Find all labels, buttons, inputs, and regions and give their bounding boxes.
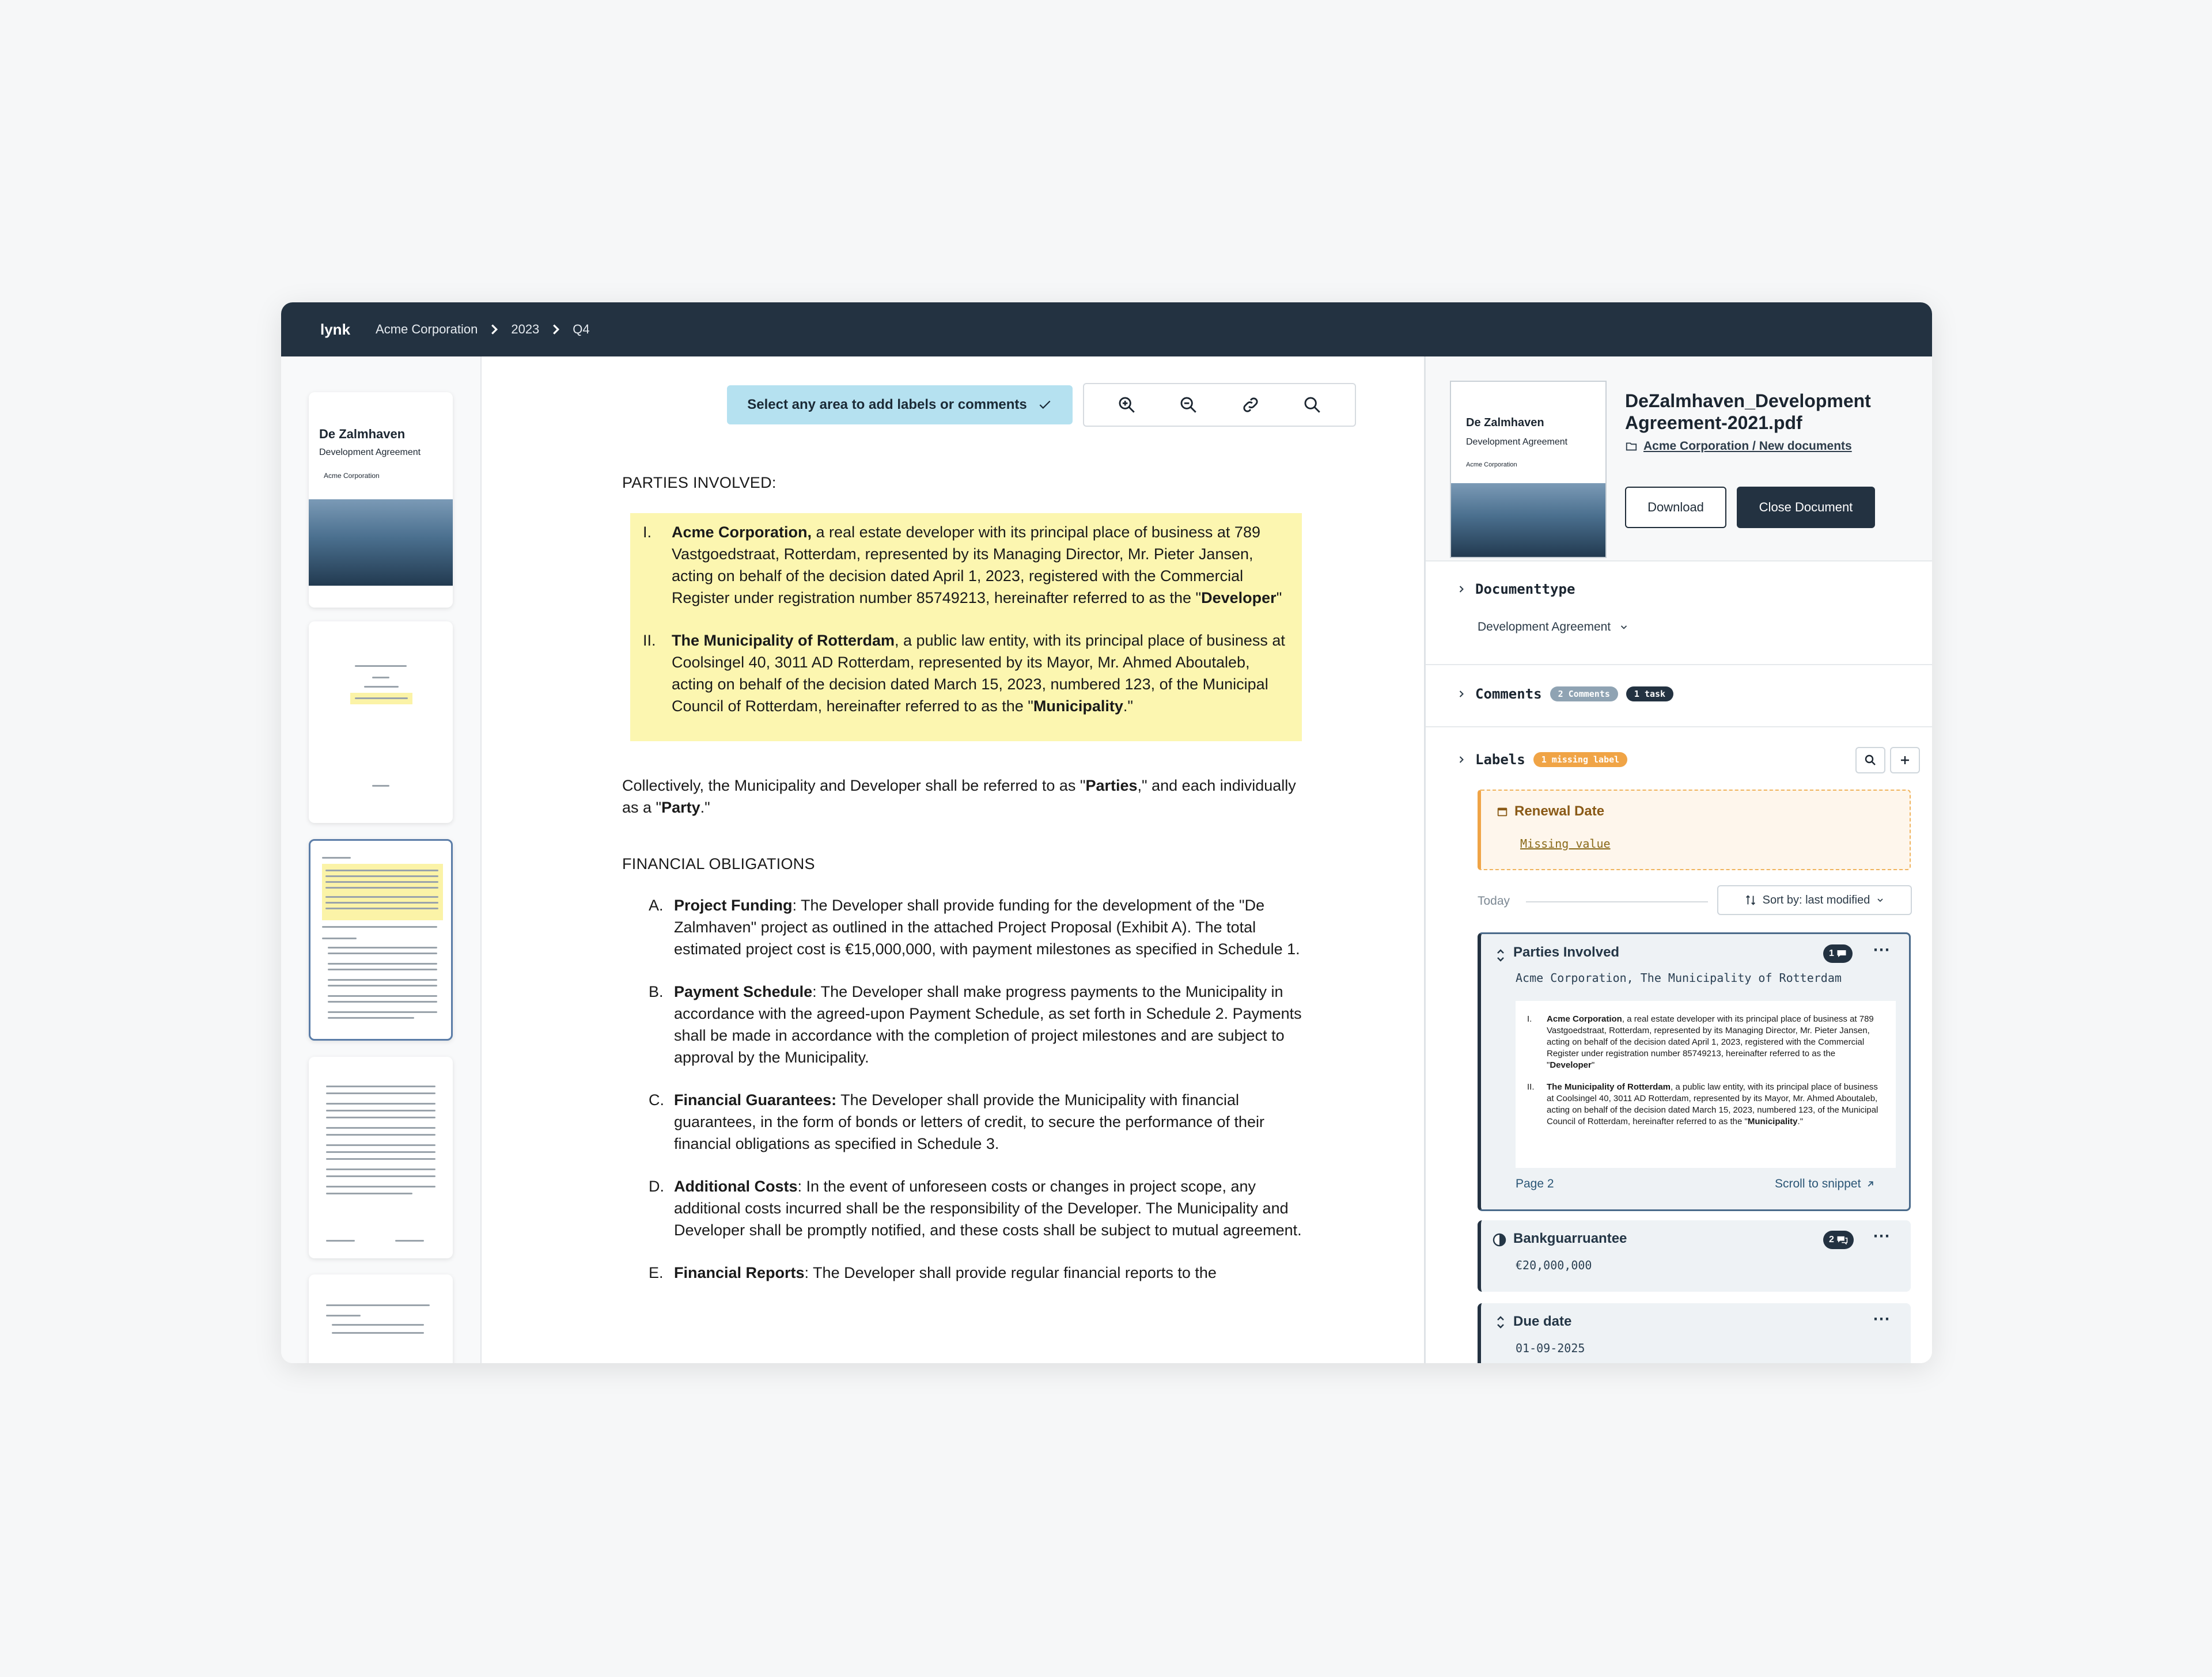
highlighted-snippet[interactable]: [630, 513, 1302, 741]
comment-count-badge: 1: [1823, 944, 1853, 963]
download-button[interactable]: Download: [1625, 487, 1726, 528]
documenttype-section-toggle[interactable]: Documenttype: [1456, 581, 1575, 597]
check-icon: [1037, 397, 1052, 412]
missing-label-badge: 1 missing label: [1533, 752, 1627, 767]
file-location-link[interactable]: Acme Corporation / New documents: [1625, 439, 1852, 453]
plus-icon: [1898, 753, 1912, 767]
label-card-parties[interactable]: [1478, 932, 1911, 1211]
chevron-down-icon: [1619, 622, 1629, 632]
thumb-cover-subtitle: Development Agreement: [319, 447, 421, 457]
expand-collapse-icon[interactable]: [1495, 948, 1506, 963]
more-options-icon[interactable]: ⋯: [1873, 1310, 1891, 1329]
app-window: [281, 302, 1932, 1363]
labels-section-toggle[interactable]: Labels 1 missing label: [1456, 752, 1627, 768]
sort-icon: [1744, 894, 1757, 906]
thumbnail-page-3[interactable]: [309, 839, 453, 1041]
document-page: [622, 472, 1302, 1304]
chevron-right-icon: [1456, 688, 1467, 700]
snippet-preview: I. Acme Corporation, a real estate developer with its principal place of business at 789 Vastgoedstraat, Rotterdam, represented by its Managing Director, Mr. Pieter Jansen, acting on behalf of the decision dated April 1, 2023, registered with the Commercial Register under registration number 85749213, hereinafter referred to as the "Developer" II. The Municipality of Rotterdam, a public law entity, with its principal place of business at Coolsingel 40, 3011 AD Rotterdam, represented by its Mayor, Mr. Ahmed Aboutaleb, acting on behalf of the decision dated March 15, 2023, numbered 123, of the Municipal Council of Rotterdam, hereinafter referred to as the "Municipality.": [1516, 1001, 1896, 1168]
zoom-out-icon: [1179, 395, 1198, 415]
label-card-bankguarantee[interactable]: [1478, 1220, 1911, 1292]
zoom-in-icon: [1117, 395, 1137, 415]
viewer-toolbar: [1083, 383, 1356, 427]
breadcrumb-company[interactable]: Acme Corporation: [376, 322, 478, 336]
zoom-in-button[interactable]: [1114, 392, 1139, 418]
preview-image: [1451, 483, 1605, 557]
financial-heading: FINANCIAL OBLIGATIONS: [622, 855, 815, 872]
party-item: I. Acme Corporation, a real estate developer with its principal place of business at 789 Vastgoedstraat, Rotterdam, represented by its Managing Director, Mr. Pieter Jansen, acting on behalf of the decision dated April 1, 2023, registered with the Commercial Register under registration number 85749213, hereinafter referred to as the "Developer": [643, 523, 1282, 606]
card-title: Parties Involved: [1513, 944, 1620, 960]
party-item: II. The Municipality of Rotterdam, a public law entity, with its principal place of business at Coolsingel 40, 3011 AD Rotterdam, represented by its Mayor, Mr. Ahmed Aboutaleb, acting on behalf of the decision dated March 15, 2023, numbered 123, of the Municipal Council of Rotterdam, hereinafter referred to as the "Municipality.": [643, 632, 1285, 715]
thumb-cover-image: [309, 499, 453, 586]
calendar-icon: [1496, 805, 1509, 818]
parties-heading: PARTIES INVOLVED:: [622, 474, 777, 491]
chevron-right-icon: [1456, 583, 1467, 595]
more-options-icon[interactable]: ⋯: [1873, 940, 1891, 959]
financial-item: E. Financial Reports: The Developer shall provide regular financial reports to the: [649, 1264, 1217, 1281]
documenttype-select[interactable]: Development Agreement: [1478, 620, 1629, 634]
close-document-button[interactable]: Close Document: [1737, 487, 1875, 528]
arrow-up-right-icon: [1865, 1179, 1876, 1189]
details-panel: [1424, 356, 1932, 1363]
renewal-date-title: Renewal Date: [1514, 803, 1605, 819]
search-icon: [1302, 395, 1322, 415]
annotation-hint-banner[interactable]: [727, 385, 1073, 424]
card-value: Acme Corporation, The Municipality of Rotterdam: [1516, 971, 1842, 985]
document-header: [1426, 356, 1932, 561]
document-viewer: [482, 356, 1424, 1363]
today-label: Today: [1478, 894, 1510, 908]
comments-count-badge: 2 Comments: [1550, 686, 1618, 701]
brand-logo[interactable]: lynk: [320, 320, 351, 338]
comments-icon: [1836, 1235, 1848, 1245]
label-card-due-date[interactable]: [1478, 1303, 1911, 1363]
breadcrumb-year[interactable]: 2023: [511, 322, 540, 336]
label-search-button[interactable]: [1855, 747, 1885, 773]
chevron-down-icon: [1876, 896, 1885, 905]
expand-collapse-icon[interactable]: [1495, 1315, 1506, 1330]
chevron-right-icon: [486, 321, 503, 338]
link-icon: [1241, 395, 1260, 415]
financial-item: B. Payment Schedule: The Developer shall make progress payments to the Municipality in accordance with the agreed-upon Payment Schedule, as set forth in Schedule 2. Payments shall be made in accordance with the completion of project milestones and are subject to approval by the Municipality.: [649, 983, 1302, 1066]
thumb-cover-company: Acme Corporation: [324, 472, 380, 480]
financial-item: A. Project Funding: The Developer shall provide funding for the development of the "De Zalmhaven" project as outlined in the attached Project Proposal (Exhibit A). The total estimated project cost is €15,000,000, with payment milestones as specified in Schedule 1.: [649, 897, 1300, 958]
thumb-cover-title: De Zalmhaven: [319, 427, 406, 441]
page-thumbnails: [281, 356, 482, 1363]
thumbnail-page-2[interactable]: [309, 621, 453, 823]
more-options-icon[interactable]: ⋯: [1873, 1227, 1891, 1246]
search-icon: [1863, 753, 1877, 767]
card-value: €20,000,000: [1516, 1258, 1592, 1272]
document-preview: De Zalmhaven Development Agreement Acme Corporation: [1450, 381, 1607, 558]
file-name: DeZalmhaven_Development Agreement-2021.pdf: [1625, 390, 1871, 433]
card-title: Due date: [1513, 1314, 1572, 1329]
zoom-out-button[interactable]: [1176, 392, 1201, 418]
add-label-button[interactable]: [1890, 747, 1920, 773]
breadcrumb-quarter[interactable]: Q4: [573, 322, 590, 336]
copy-link-button[interactable]: [1238, 392, 1263, 418]
scroll-to-snippet-link[interactable]: Scroll to snippet: [1775, 1177, 1876, 1191]
missing-value-link[interactable]: Missing value: [1520, 837, 1611, 851]
info-icon: [1493, 1233, 1506, 1247]
page-reference[interactable]: Page 2: [1516, 1177, 1554, 1190]
renewal-date-card[interactable]: [1478, 790, 1911, 870]
thumbnail-page-4[interactable]: [309, 1057, 453, 1258]
financial-item: C. Financial Guarantees: The Developer shall provide the Municipality with financial guarantees, in the form of bonds or letters of credit, to secure the performance of their financial obligations as specified in Schedule 3.: [649, 1091, 1265, 1152]
task-count-badge: 1 task: [1626, 686, 1673, 701]
comment-icon: [1836, 949, 1847, 958]
search-button[interactable]: [1300, 392, 1325, 418]
hint-text: Select any area to add labels or comments: [747, 397, 1027, 412]
thumbnail-page-1[interactable]: [309, 392, 453, 608]
collective-paragraph: Collectively, the Municipality and Developer shall be referred to as "Parties," and each individually as a "Party.": [622, 777, 1296, 816]
card-value: 01-09-2025: [1516, 1341, 1585, 1355]
chevron-right-icon: [1456, 754, 1467, 765]
financial-item: D. Additional Costs: In the event of unforeseen costs or changes in project scope, any additional costs incurred shall be the responsibility of the Developer. The Municipality and Developer shall be promptly notified, and these costs shall be subject to mutual agreement.: [649, 1178, 1302, 1239]
chevron-right-icon: [547, 321, 565, 338]
comment-count-badge: 2: [1823, 1231, 1854, 1249]
thumbnail-page-5[interactable]: [309, 1274, 453, 1363]
comments-section-toggle[interactable]: Comments 2 Comments 1 task: [1456, 686, 1673, 702]
sort-dropdown[interactable]: Sort by: last modified: [1717, 885, 1912, 915]
card-title: Bankguarruantee: [1513, 1231, 1627, 1246]
financial-list: [622, 894, 1302, 1284]
folder-icon: [1625, 440, 1638, 453]
top-bar: [281, 302, 1932, 356]
